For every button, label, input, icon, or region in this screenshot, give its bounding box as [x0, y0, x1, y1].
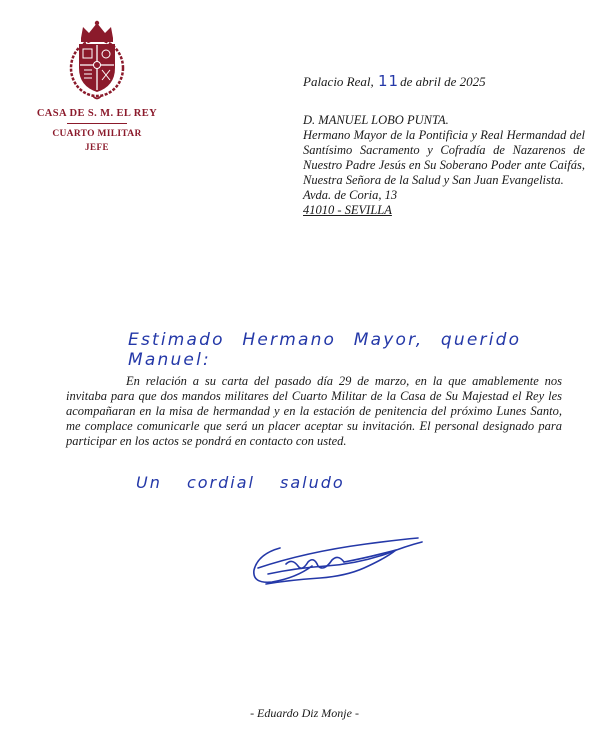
date-day-handwritten: 11 — [378, 72, 400, 90]
closing-handwritten: Un cordial saludo — [136, 473, 345, 492]
handwritten-signature — [246, 528, 426, 594]
recipient-block — [303, 113, 585, 218]
letterhead-divider — [67, 123, 127, 124]
letter-body: En relación a su carta del pasado día 29 de marzo, en la que amablemente nos invitaba para que dos mandos militares del Cuarto Militar de la Casa de Su Majestad el Rey les acompañaran en la misa de hermandad y en la estación de penitencia del próximo Lunes Santo, me complace comunicarle que será un placer aceptar su invitación. El personal designado para participar en los actos se pondrá en contacto con usted. — [66, 374, 562, 448]
letterhead — [22, 18, 172, 152]
signer-name: - Eduardo Diz Monje - — [250, 706, 359, 720]
org-role: JEFE — [84, 142, 109, 152]
date-rest: de abril de 2025 — [400, 74, 486, 89]
recipient-address: Avda. de Coria, 13 — [303, 188, 398, 202]
royal-coat-of-arms-icon — [65, 18, 129, 102]
recipient-name: D. MANUEL LOBO PUNTA. — [303, 113, 449, 127]
recipient-title: Hermano Mayor de la Pontificia y Real Hermandad del Santísimo Sacramento y Cofradía de Nazarenos de Nuestro Padre Jesús en Su Soberano Poder ante Caifás, Nuestra Señora de la Salud y San Juan Evangelista. — [303, 128, 585, 187]
date-line — [303, 72, 486, 90]
org-name: CASA DE S. M. EL REY — [36, 108, 158, 119]
salutation-handwritten: Estimado Hermano Mayor, querido Manuel: — [128, 330, 522, 370]
date-place: Palacio Real, — [303, 74, 374, 89]
org-department: CUARTO MILITAR — [52, 129, 142, 139]
recipient-city: 41010 - SEVILLA — [303, 203, 392, 217]
